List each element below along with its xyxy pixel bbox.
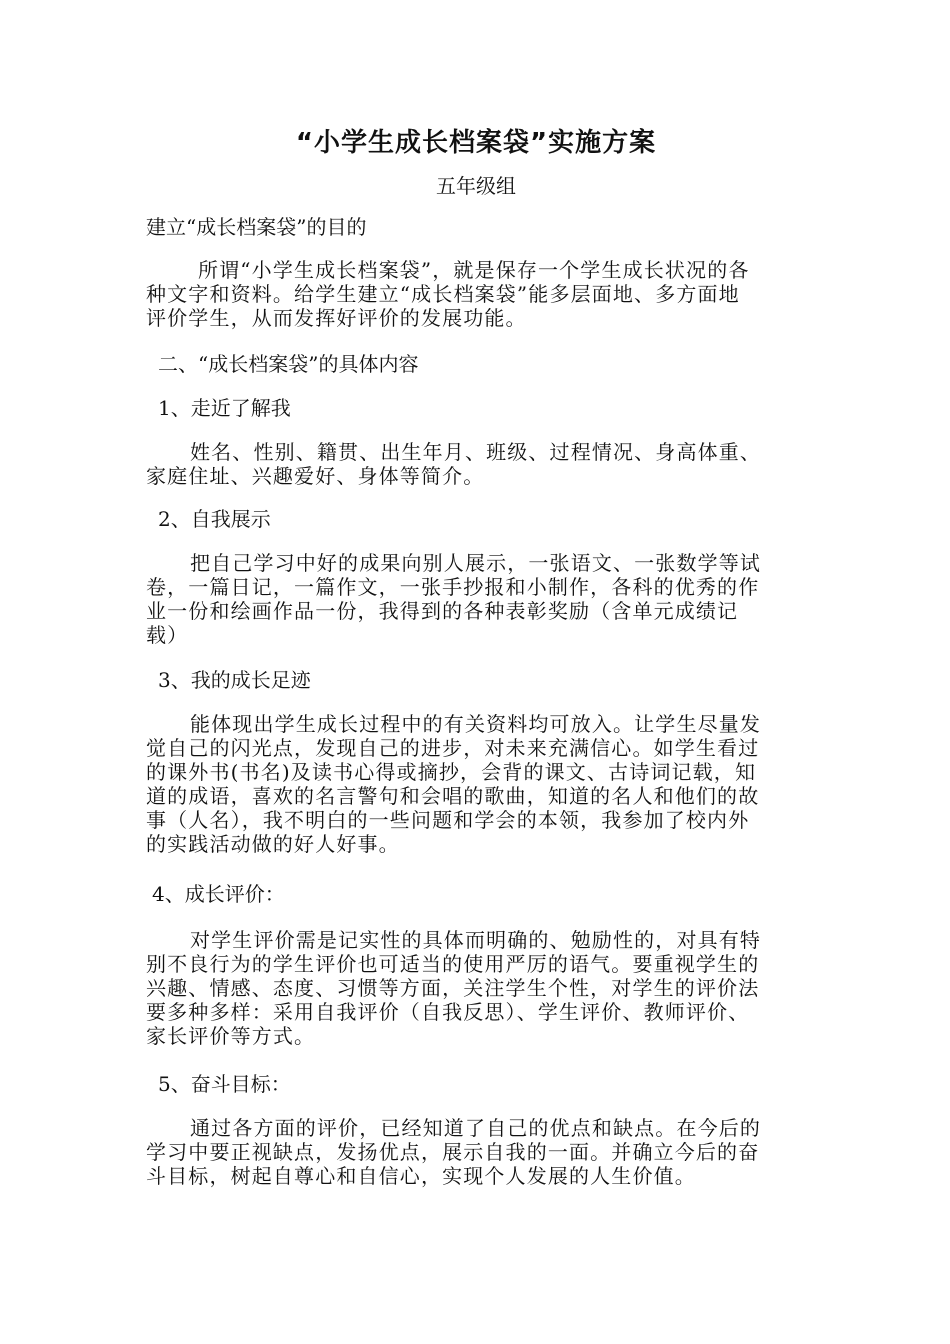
paragraph-line: 能体现出学生成长过程中的有关资料均可放入。让学生尽量发 — [190, 712, 762, 736]
item3-paragraph — [146, 712, 761, 856]
paragraph-line: 家长评价等方式。 — [146, 1024, 316, 1048]
paragraph-line: 道的成语，喜欢的名言警句和会唱的歌曲，知道的名人和他们的故 — [146, 784, 760, 808]
paragraph-line: 事（人名），我不明白的一些问题和学会的本领，我参加了校内外 — [146, 808, 750, 832]
paragraph-line: 所谓“小学生成长档案袋”，就是保存一个学生成长状况的各 — [198, 258, 750, 282]
item5-paragraph — [146, 1116, 761, 1188]
document-title: “小学生成长档案袋”实施方案 — [295, 128, 657, 158]
section1-paragraph — [146, 258, 750, 330]
paragraph-line: 要多种多样：采用自我评价（自我反思）、学生评价、教师评价、 — [146, 1000, 750, 1024]
item1-heading: 1、走近了解我 — [158, 396, 291, 420]
section1-heading: 建立“成长档案袋”的目的 — [146, 215, 367, 239]
paragraph-line: 评价学生，从而发挥好评价的发展功能。 — [146, 306, 527, 330]
paragraph-line: 姓名、性别、籍贯、出生年月、班级、过程情况、身高体重、 — [190, 440, 762, 464]
paragraph-line: 别不良行为的学生评价也可适当的使用严厉的语气。要重视学生的 — [146, 952, 760, 976]
paragraph-line: 的实践活动做的好人好事。 — [146, 832, 400, 856]
paragraph-line: 家庭住址、兴趣爱好、身体等简介。 — [146, 464, 485, 488]
paragraph-line: 兴趣、情感、态度、习惯等方面，关注学生个性，对学生的评价法 — [146, 976, 760, 1000]
item5-heading: 5、奋斗目标： — [158, 1072, 291, 1096]
paragraph-line: 通过各方面的评价，已经知道了自己的优点和缺点。在今后的 — [190, 1116, 762, 1140]
item2-paragraph — [146, 551, 761, 647]
paragraph-line: 觉自己的闪光点，发现自己的进步，对未来充满信心。如学生看过 — [146, 736, 760, 760]
paragraph-line: 载） — [146, 623, 189, 647]
paragraph-line: 种文字和资料。给学生建立“成长档案袋”能多层面地、多方面地 — [146, 282, 740, 306]
item4-heading: 4、成长评价： — [152, 882, 285, 906]
paragraph-line: 卷，一篇日记，一篇作文，一张手抄报和小制作，各科的优秀的作 — [146, 575, 760, 599]
paragraph-line: 学习中要正视缺点，发扬优点，展示自我的一面。并确立今后的奋 — [146, 1140, 760, 1164]
item4-paragraph — [146, 928, 761, 1048]
paragraph-line: 业一份和绘画作品一份，我得到的各种表彰奖励（含单元成绩记 — [146, 599, 739, 623]
item2-heading: 2、自我展示 — [158, 507, 271, 531]
item3-heading: 3、我的成长足迹 — [158, 668, 311, 692]
paragraph-line: 把自己学习中好的成果向别人展示，一张语文、一张数学等试 — [190, 551, 762, 575]
document-subtitle: 五年级组 — [436, 174, 516, 198]
paragraph-line: 的课外书(书名)及读书心得或摘抄，会背的课文、古诗词记载，知 — [146, 760, 757, 784]
paragraph-line: 对学生评价需是记实性的具体而明确的、勉励性的，对具有特 — [190, 928, 762, 952]
section2-heading: 二、“成长档案袋”的具体内容 — [158, 352, 419, 376]
item1-paragraph — [146, 440, 761, 488]
paragraph-line: 斗目标，树起自尊心和自信心，实现个人发展的人生价值。 — [146, 1164, 696, 1188]
